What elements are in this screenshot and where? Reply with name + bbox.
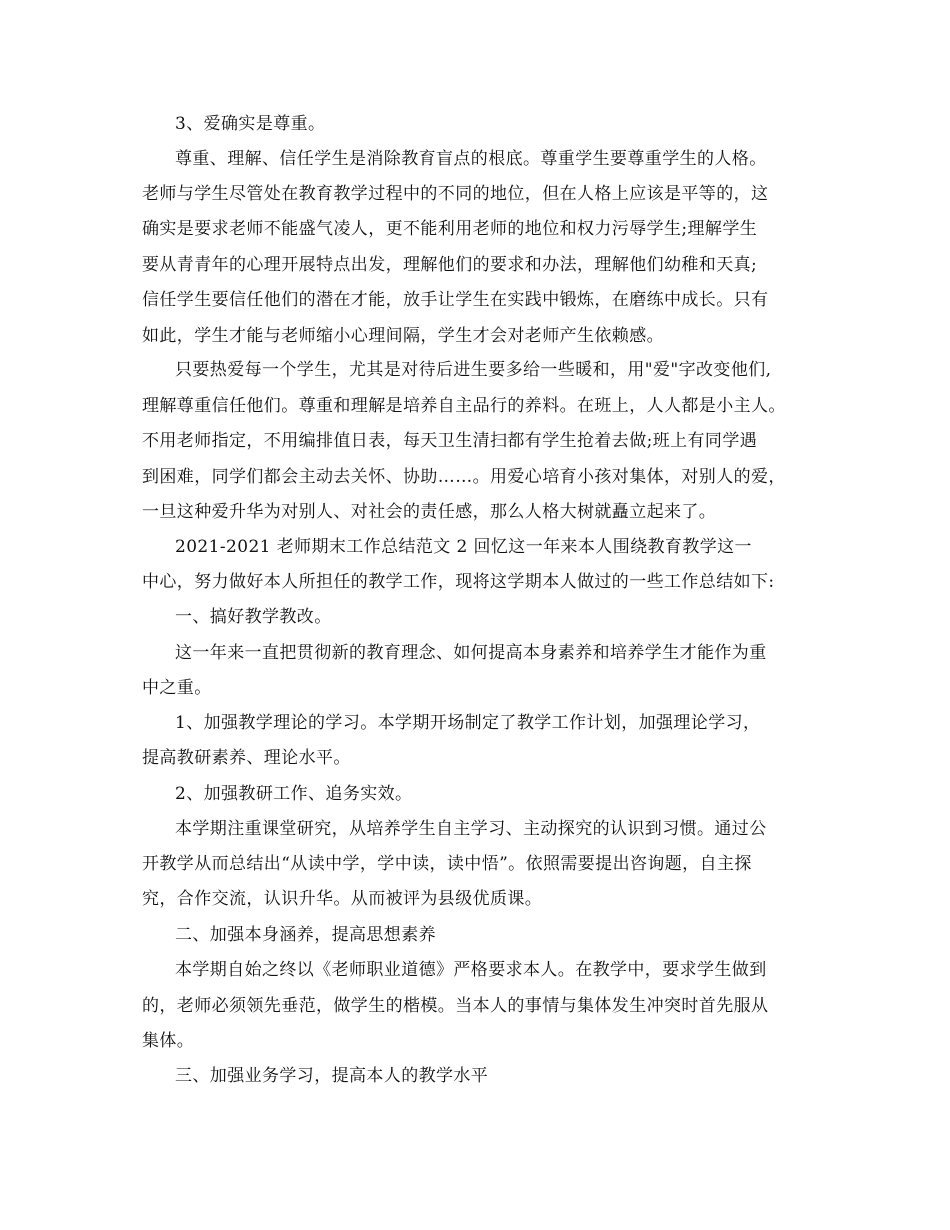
paragraph-line: 究，合作交流，认识升华。从而被评为县级优质课。 [142,889,543,909]
paragraph-line: 理解尊重信任他们。尊重和理解是培养自主品行的养料。在班上，人人都是小主人。 [142,396,786,416]
section-heading: 三、加强业务学习，提高本人的教学水平 [175,1066,489,1086]
paragraph-line: 本学期注重课堂研究，从培养学生自主学习、主动探究的认识到习惯。通过公 [175,819,767,839]
paragraph-line: 确实是要求老师不能盛气凌人，更不能利用老师的地位和权力污辱学生;理解学生 [142,219,758,239]
paragraph-line: 中之重。 [142,678,212,698]
paragraph-line: 的，老师必须领先垂范，做学生的楷模。当本人的事情与集体发生冲突时首先服从 [142,996,769,1016]
paragraph-line: 到困难，同学们都会主动去关怀、协助……。用爱心培育小孩对集体，对别人的爱， [142,467,786,487]
paragraph-line: 尊重、理解、信任学生是消除教育盲点的根底。尊重学生要尊重学生的人格。 [175,149,767,169]
paragraph-line: 这一年来一直把贯彻新的教育理念、如何提高本身素养和培养学生才能作为重 [175,643,767,663]
paragraph-line: 本学期自始之终以《老师职业道德》严格要求本人。在教学中，要求学生做到 [175,960,767,980]
paragraph-line: 2、加强教研工作、追务实效。 [175,784,413,804]
paragraph-line: 如此，学生才能与老师缩小心理间隔，学生才会对老师产生依赖感。 [142,326,664,346]
paragraph-line: 1、加强教学理论的学习。本学期开场制定了教学工作计划，加强理论学习， [175,713,761,733]
paragraph-line: 提高教研素养、理论水平。 [142,748,351,768]
paragraph-line: 老师与学生尽管处在教育教学过程中的不同的地位，但在人格上应该是平等的，这 [142,184,769,204]
paragraph-line: 集体。 [142,1031,195,1051]
paragraph-line: 2021-2021 老师期末工作总结范文 2 回忆这一年来本人围绕教育教学这一 [175,537,752,557]
paragraph-line: 只要热爱每一个学生，尤其是对待后进生要多给一些暖和，用"爱"字改变他们, [175,360,772,380]
paragraph-line: 一旦这种爱升华为对别人、对社会的责任感，那么人格大树就矗立起来了。 [142,502,717,522]
paragraph-line: 开教学从而总结出“从读中学，学中读，读中悟”。依照需要提出咨询题，自主探 [142,854,752,874]
paragraph-line: 信任学生要信任他们的潜在才能，放手让学生在实践中锻炼，在磨练中成长。只有 [142,290,769,310]
paragraph-line: 要从青青年的心理开展特点出发，理解他们的要求和办法，理解他们幼稚和天真; [142,255,758,275]
paragraph-line: 不用老师指定，不用编排值日表，每天卫生清扫都有学生抢着去做;班上有同学遇 [142,431,758,451]
section-heading: 一、搞好教学教改。 [175,607,332,627]
paragraph-line: 3、爱确实是尊重。 [175,114,326,134]
paragraph-line: 中心，努力做好本人所担任的教学工作，现将这学期本人做过的一些工作总结如下: [142,572,775,592]
section-heading: 二、加强本身涵养，提高思想素养 [175,925,436,945]
